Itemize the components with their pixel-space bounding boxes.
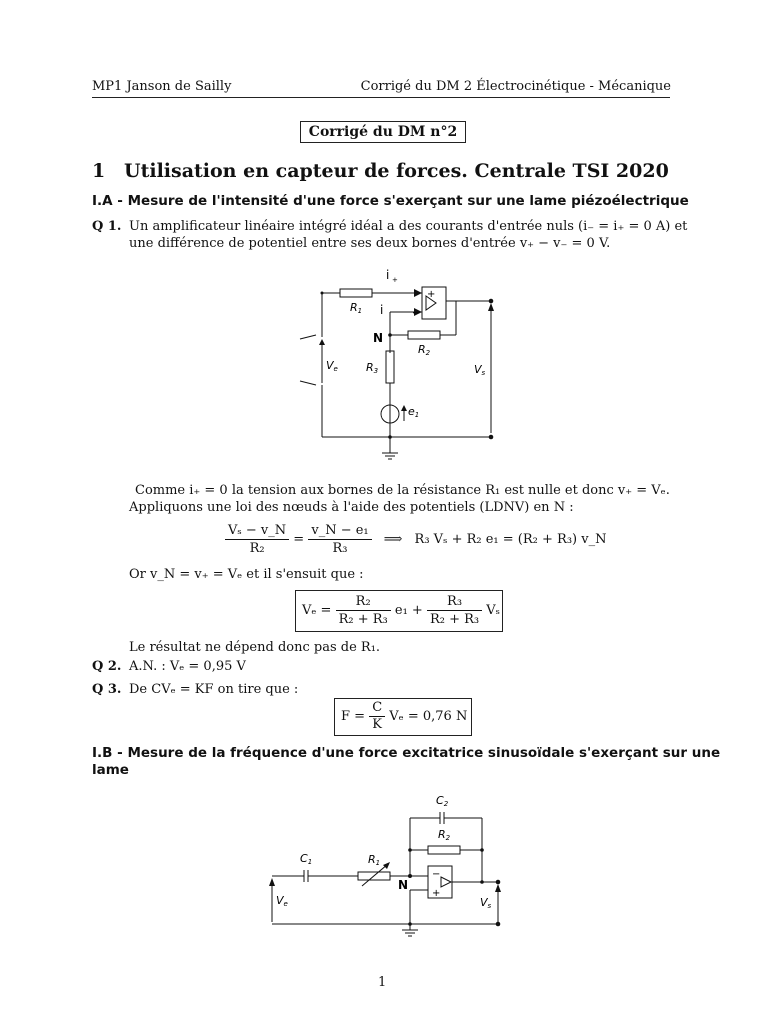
label-vs-2: Vs [480, 896, 492, 910]
q2-label: Q 2. [92, 659, 122, 674]
label-e1: e1 [408, 405, 420, 419]
label-ve-2: Ve [276, 894, 288, 908]
q1-line1: Un amplificateur linéaire intégré idéal a des courants d'entrée nuls (i₋ = i₊ = 0 A) et [129, 219, 688, 234]
document-title: Corrigé du DM n°2 [300, 121, 466, 143]
paragraph-3: Or v_N = v₊ = Vₑ et il s'ensuit que : [129, 567, 364, 582]
eq3-frac: $\frac{C}{K}$ [369, 700, 385, 733]
label-c1: C1 [300, 852, 313, 866]
paragraph-2: Appliquons une loi des nœuds à l'aide des potentiels (LDNV) en N : [129, 500, 574, 515]
equation-ve-boxed: Vₑ = $\frac{\text{R₂}}{\text{R₂ + R₃}}$ e₁ + $\frac{\text{R₃}}{\text{R₂ + R₃}}$ Vₛ [295, 590, 503, 632]
q3-label: Q 3. [92, 682, 122, 697]
eq1-frac1: $\frac{\text{Vₛ − v\_N}}{\text{R₂}}$ [225, 522, 289, 557]
paragraph-1: Comme i₊ = 0 la tension aux bornes de la résistance R₁ est nulle et donc v₊ = Vₑ. [135, 483, 670, 498]
header-right: Corrigé du DM 2 Électrocinétique - Mécanique [360, 79, 671, 94]
circuit-diagram-2 [262, 790, 512, 940]
header-rule [92, 97, 670, 98]
q1-label: Q 1. [92, 219, 122, 234]
label-r1-c2: R1 [368, 853, 381, 867]
eq2-frac1: $\frac{\text{R₂}}{\text{R₂ + R₃}}$ [336, 593, 391, 628]
label-r3: R3 [366, 361, 379, 375]
label-r2: R2 [418, 343, 431, 357]
label-r2-c2: R2 [438, 828, 451, 842]
label-node-n-2: N [398, 878, 409, 892]
circuit-diagram-1 [290, 265, 510, 465]
label-i-minus: i [380, 303, 384, 317]
opamp2-minus: − [432, 869, 441, 880]
header-left: MP1 Janson de Sailly [92, 79, 232, 94]
section-heading [92, 160, 669, 182]
page-number: 1 [378, 975, 387, 990]
subsection-a-heading: I.A - Mesure de l'intensité d'une force s'exerçant sur une lame piézoélectrique [92, 193, 689, 209]
label-c2: C2 [436, 794, 449, 808]
paragraph-4: Le résultat ne dépend donc pas de R₁. [129, 640, 381, 655]
label-i-plus: i [386, 268, 390, 282]
section-number: 1 [92, 160, 106, 182]
label-node-n: N [373, 331, 384, 345]
subsection-b-line2: lame [92, 762, 129, 778]
q2-text: A.N. : Vₑ = 0,95 V [129, 659, 246, 674]
opamp-plus: + [427, 289, 436, 300]
r2-resistor-2 [428, 846, 460, 854]
r3-resistor [386, 351, 394, 383]
section-title: Utilisation en capteur de forces. Centrale TSI 2020 [124, 160, 669, 182]
label-r1: R1 [350, 301, 363, 315]
subsection-b-line1: I.B - Mesure de la fréquence d'une force excitatrice sinusoïdale s'exerçant sur une [92, 745, 721, 761]
q3-text: De CVₑ = KF on tire que : [129, 682, 299, 697]
label-ve: Ve [326, 359, 338, 373]
equation-force-boxed: F = $\frac{C}{K}$ Vₑ = 0,76 N [334, 698, 472, 736]
opamp-minus: − [412, 308, 421, 319]
q1-line2: une différence de potentiel entre ses deux bornes d'entrée v₊ − v₋ = 0 V. [129, 236, 611, 251]
svg-text:+: + [392, 276, 398, 284]
eq2-frac2: $\frac{\text{R₃}}{\text{R₂ + R₃}}$ [427, 593, 482, 628]
r1-resistor [340, 289, 372, 297]
opamp2-plus: + [432, 888, 441, 899]
r2-resistor [408, 331, 440, 339]
equation-ldnv: $\frac{\text{Vₛ − v\_N}}{\text{R₂}}$ = $\frac{\text{v\_N − e₁}}{\text{R₃}}$ ⟹ R₃ Vₛ + R₂ e₁ = (R₂ + R₃) v_N [225, 522, 585, 557]
label-vs: Vs [474, 363, 486, 377]
eq1-frac2: $\frac{\text{v\_N − e₁}}{\text{R₃}}$ [308, 522, 371, 557]
